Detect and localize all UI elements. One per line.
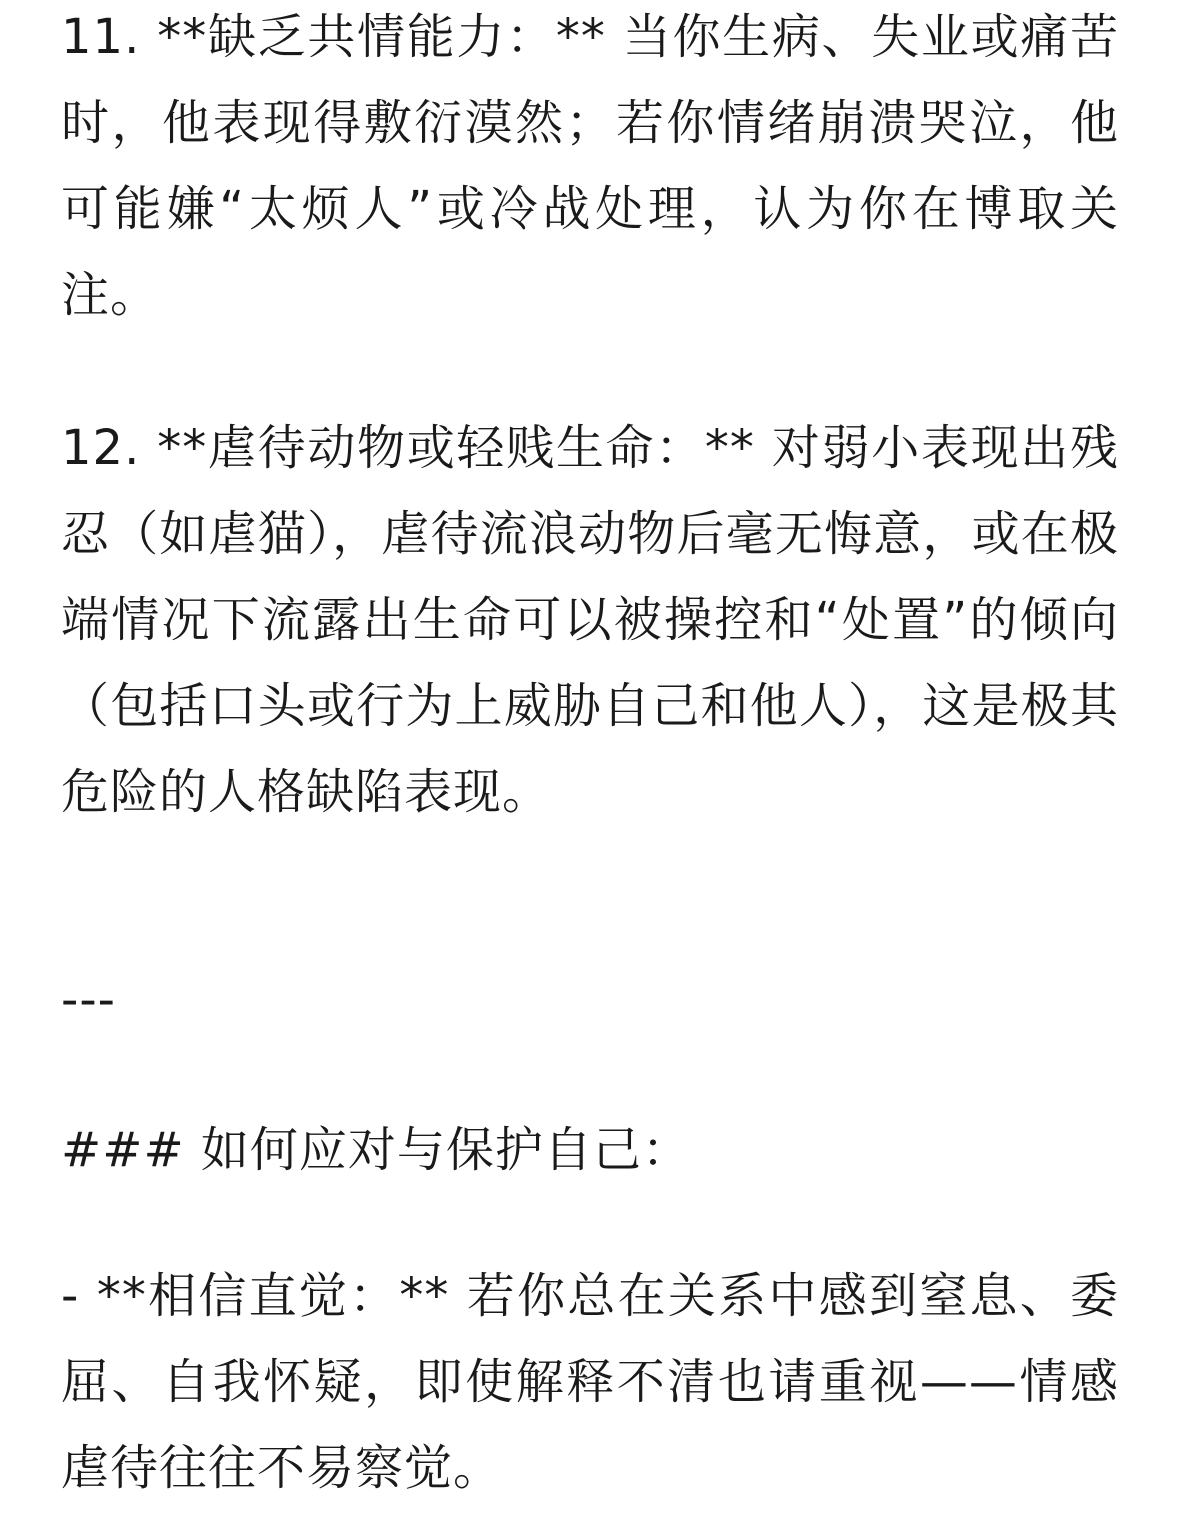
- separator: ---: [61, 972, 116, 1028]
- list-item-12: 12. **虐待动物或轻贱生命：** 对弱小表现出残忍（如虐猫），虐待流浪动物后毫无悔意，或在极端情况下流露出生命可以被操控和“处置”的倾向（包括口头或行为上威胁自己和他人），这是极其危险的人格缺陷表现。: [61, 420, 1119, 820]
- section-heading: ### 如何应对与保护自己：: [61, 1122, 691, 1178]
- list-item-11: 11. **缺乏共情能力：** 当你生病、失业或痛苦时，他表现得敷衍漠然；若你情绪崩溃哭泣，他可能嫌“太烦人”或冷战处理，认为你在博取关注。: [61, 9, 1119, 323]
- bullet-item: - **相信直觉：** 若你总在关系中感到窒息、委屈、自我怀疑，即使解释不清也请重视——情感虐待往往不易察觉。: [61, 1268, 1119, 1496]
